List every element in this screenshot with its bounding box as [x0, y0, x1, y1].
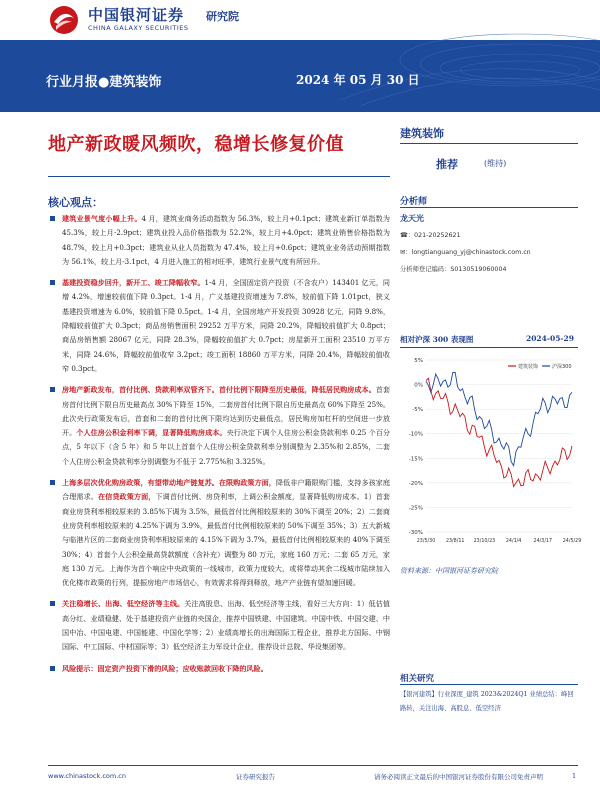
core-views-title: 核心观点：	[48, 196, 103, 209]
x-tick-label: 24/5/29	[562, 539, 582, 544]
page-number: 1	[572, 772, 577, 780]
galaxy-logo-icon	[48, 4, 80, 36]
institute-label: 研究院	[206, 10, 239, 23]
x-tick-label: 23/5/30	[416, 539, 436, 544]
title-divider	[48, 176, 390, 177]
sector-divider	[400, 143, 578, 144]
chart-date: 2024-05-29	[526, 334, 574, 343]
bullet-industry	[48, 212, 390, 269]
chart-title: 相对沪深 300 表现图	[400, 335, 474, 344]
rating-sub: (维持)	[484, 159, 507, 168]
footer-divider	[48, 765, 578, 766]
bullet-text: 4 月，建筑业商务活动指数为 56.3%，较上月+0.1pct；建筑业新订单指数为 45.3%，较上月-2.9pct；建筑业投入品价格指数为 52.2%，较上月+4.0pct；建筑业销售价格指数为 48.7%，较上月+0.3pct；建筑业从业人员指数为 47.4%，较上月+0.6pct；建筑业业务活动预期指数为 56.1%，较上月-3.1pct，4 月进入施工的相对旺季，建筑行业景气度有所回升。	[62, 214, 390, 266]
x-tick-label: 24/3/17	[533, 539, 553, 544]
rating-label: 推荐	[436, 158, 458, 171]
x-tick-label: 24/1/4	[505, 539, 522, 544]
bullet-highlight-3: 在信贷政策方面，	[97, 492, 156, 502]
x-tick-label: 23/8/11	[445, 539, 465, 544]
bullet-text-2: 央行决定下调个人住房公积金贷款利率 0.25 个百分点，5 年以下（含 5 年）和 5 年以上首套个人住房公积金贷款利率分别调整为 2.35%和 2.85%，二套个人住房公积金贷款利率分别调整为不低于 2.775%和 3.325%。	[62, 428, 391, 466]
bullet-text: 1-4 月，全国固定资产投资（不含农户）143401 亿元，同增 4.2%，增速较前值下降 0.3pct。1-4 月，广义基建投资增速为 7.8%，较前值下降 1.01pct，狭义基建投资增速为 6.0%，较前值下降 0.5pct。1-4 月，全国房地产开发投资 30928 亿元，同降 9.8%，降幅较前值扩大 0.3pct；商品房销售面积 29252 万平方米，同降 20.2%，降幅较前值扩大 0.8pct；商品房销售额 28067 亿元，同降 28.3%，降幅较前值扩大 0.7pct；房屋新开工面积 23510 万平方米，同降 24.6%，降幅较前值收窄 3.2pct；竣工面积 18860 万平方米，同降 20.4%，降幅较前值收窄 0.3pct。	[62, 278, 391, 373]
report-type: 行业月报●建筑装饰	[46, 75, 162, 90]
logo-text-en: CHINA GALAXY SECURITIES	[88, 24, 189, 32]
y-tick-label: -30%	[408, 530, 423, 536]
analyst-email[interactable]: ✉：longtianguang_yj@chinastock.com.cn	[400, 249, 531, 256]
bullet-highlight-3: 个人住房公积金利率下调，显著降低购房成本。	[76, 428, 227, 438]
bullet-risk	[48, 662, 390, 676]
analyst-name: 龙天光	[400, 213, 424, 223]
bullet-highlight: 上海多层次优化购房政策，有望带动地产链复苏。	[62, 478, 219, 488]
sector-label: 建筑装饰	[400, 127, 444, 140]
footer-url[interactable]: www.chinastock.com.cn	[48, 772, 126, 780]
bullet-highlight: 关注稳增长、出海、低空经济等主线。	[62, 599, 185, 609]
core-bullets	[48, 212, 390, 683]
series-line-0	[426, 378, 572, 486]
performance-chart	[400, 352, 582, 552]
related-research-title: 相关研究	[400, 674, 435, 684]
chart-divider	[400, 347, 578, 348]
y-tick-label: -25%	[408, 505, 423, 512]
bullet-highlight-2: 首付比例下限降至历史最低，降低居民购房成本。	[218, 385, 376, 395]
analyst-divider	[400, 207, 578, 208]
y-tick-label: -15%	[408, 456, 423, 463]
bullet-investment	[48, 276, 390, 376]
bullet-highlight: 基建投资稳步回升，新开工、竣工降幅收窄。	[62, 278, 205, 288]
bullet-text: 降低非户籍限购门槛，支持多孩家庭合理需求。	[62, 478, 391, 502]
chart-source: 资料来源：中国银河证券研究院	[400, 567, 498, 575]
y-tick-label: -5%	[412, 407, 423, 414]
analyst-cert: 分析师登记编码：S0130519060004	[400, 266, 507, 273]
legend-label: 沪深300	[552, 364, 572, 370]
bullet-highlight: 风险提示：固定资产投资下滑的风险；应收账款回收下降的风险。	[62, 663, 268, 673]
y-tick-label: 0%	[414, 382, 423, 389]
footer-report-type: 证券研究报告	[236, 773, 275, 781]
analyst-section-title: 分析师	[400, 197, 428, 207]
bullet-highlight: 建筑业景气度小幅上升。	[62, 214, 142, 223]
footer-disclaimer: 请务必阅读正文最后的中国银河证券股份有限公司免责声明	[374, 773, 543, 781]
bullet-text: 首套房首付比例下限自历史最高点 30%下降至 15%，二套房首付比例下限自历史最高点 60%下降至 25%。此次央行政策发布后，首套和二套的首付比例下限均达到历史最低点，居民购房加杠杆的空间进一步放开。	[62, 385, 391, 438]
bullet-shanghai	[48, 476, 390, 590]
x-tick-label: 23/10/23	[473, 539, 496, 544]
bullet-text: 关注高股息、出海、低空经济等主线，看好三大方向：1）低估值高分红、业绩稳健、处于基建投资产业链的央国企，推荐中国铁建、中国建筑、中国中铁、中国交建、中国中冶、中国电建、中国能建、中国化学等；2）业绩高增长的出海国际工程企业，推荐北方国际、中钢国际、中工国际、中材国际等；3）低空经济主力军设计企业，推荐设计总院、华设集团等。	[62, 599, 391, 652]
bullet-highlight-2: 在限购政策方面，	[218, 478, 276, 488]
bullet-text-2: 下调首付比例、房贷利率，上调公积金额度，显著降低购房成本。1）首套商业房贷利率相较原来的 3.85%下调为 3.5%，最低首付比例相较原来的 30%下调至 20%；2）二套商业房贷利率相较原来的 4.25%下调为 3.9%，最低首付比例相较原来的 50%下调至 35%；3）五大新城与临港片区的二套商业房贷利率相较原来的 4.15%下调为 3.7%，最低首付比例相较原来的 40%下调至 30%；4）首套个人公积金最高贷款额度（含补充）调整为 80 万元，家庭 160 万元；二套 65 万元，家庭 130 万元。上海作为首个响应中央政策的一线城市，政策力度较大，或将带动其余二线城市陆续加入优化楼市政策的行列，提振房地产市场信心，有效需求将得到释放，地产产业链有望加速回暖。	[62, 492, 391, 588]
report-date: 2024 年 05 月 30 日	[296, 73, 420, 87]
bullet-themes	[48, 597, 390, 654]
logo-text-cn: 中国银河证券	[88, 6, 185, 24]
report-title: 地产新政暖风频吹，稳增长修复价值	[48, 134, 344, 155]
y-tick-label: 5%	[414, 358, 423, 364]
bullet-highlight: 房地产新政发布，首付比例、贷款利率双管齐下。	[62, 385, 219, 395]
y-tick-label: -10%	[408, 431, 423, 438]
related-research-link[interactable]: 【银河建筑】行业深度_建筑 2023&2024Q1 业绩总结：峰回路转，关注出海、高股息、低空经济	[400, 691, 574, 712]
series-line-1	[426, 373, 572, 466]
legend-label: 建筑装饰	[518, 364, 539, 370]
related-divider	[400, 684, 578, 685]
bullet-policy	[48, 383, 390, 469]
analyst-phone: ☎：021-20252621	[400, 232, 461, 239]
y-tick-label: -20%	[408, 480, 423, 487]
